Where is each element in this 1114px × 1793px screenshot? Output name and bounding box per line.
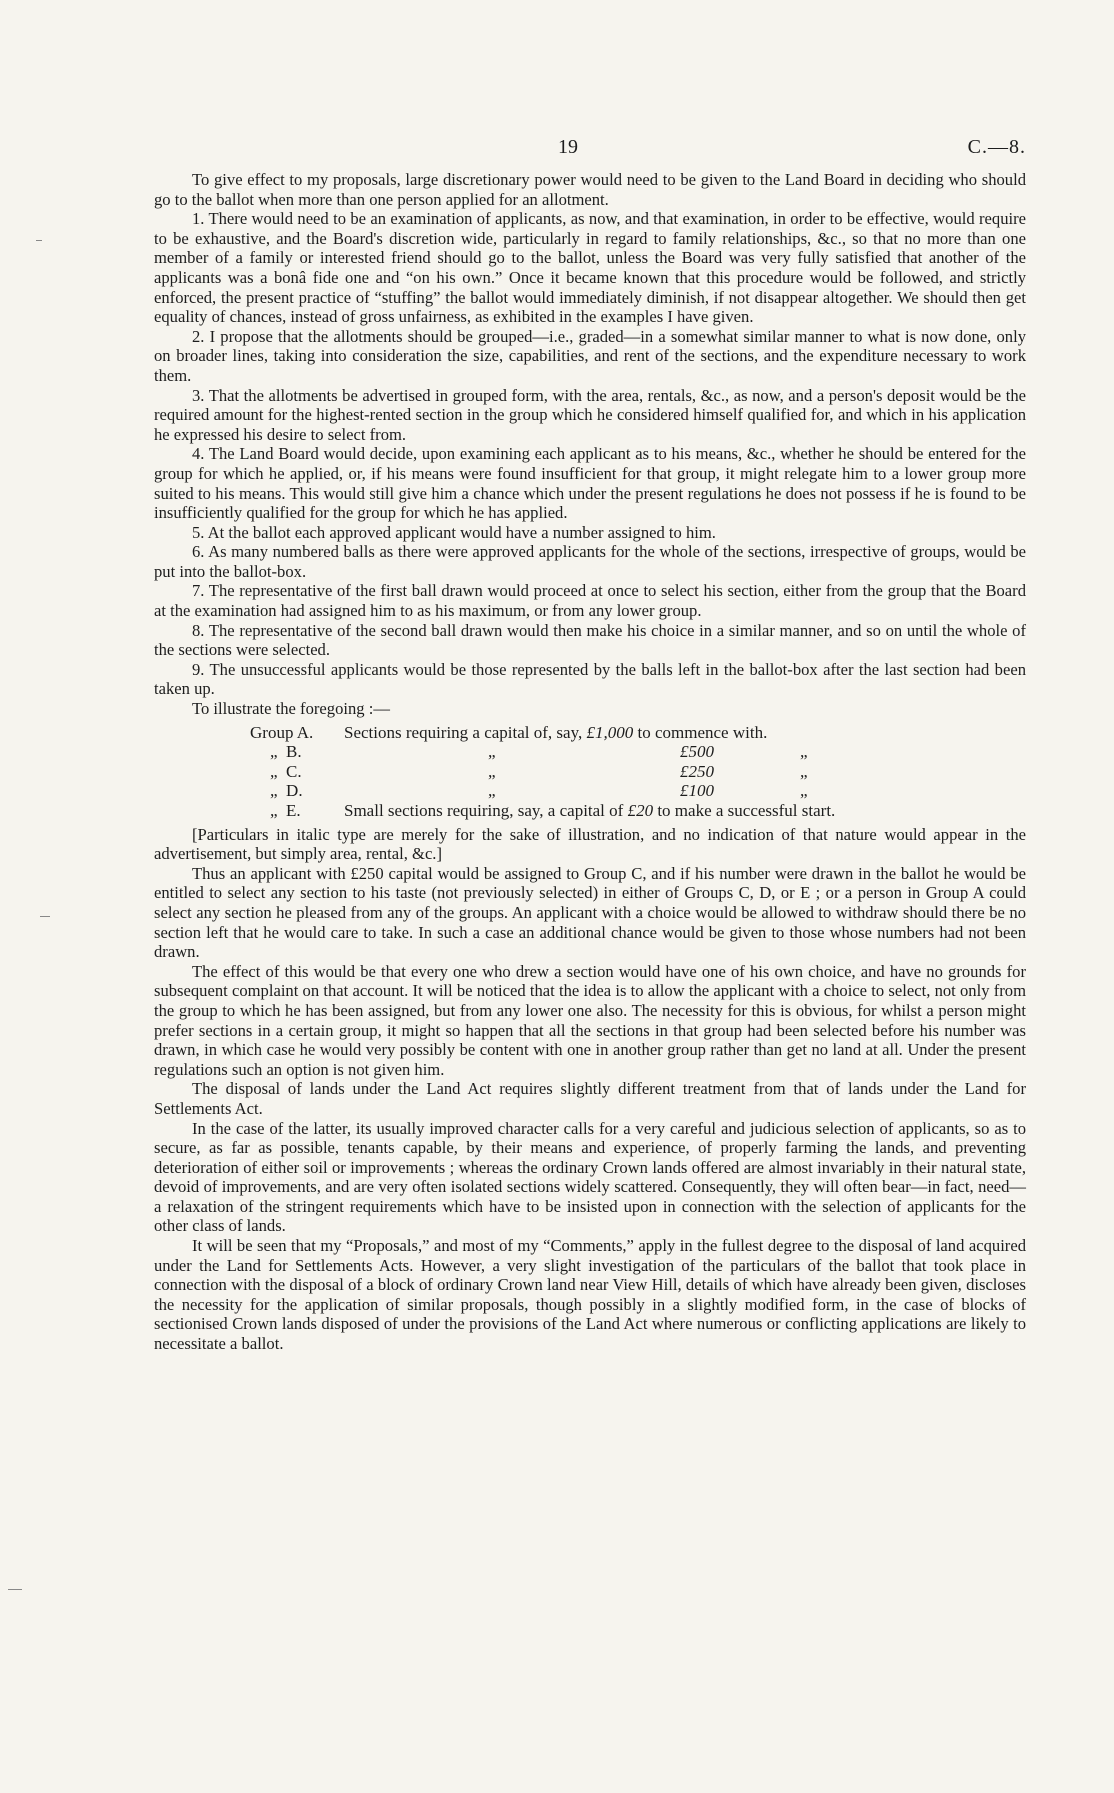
group-table [250,723,1026,821]
body-paragraph: In the case of the latter, its usually improved character calls for a very careful and judicious selection of applicants, so as to secure, as far as possible, tenants capable, by their means and experience, of properly farming the lands, and preventing deterioration of either soil or improvements ; whereas the ordinary Crown lands offered are almost invariably in their natural state, devoid of improvements, and are very often isolated sections widely scattered. Consequently, they will often bear—in fact, need—a relaxation of the stringent requirements which have to be insisted upon in connection with the selection of applicants for the other class of lands. [154,1118,1026,1236]
document-page [154,130,1026,1354]
page-header [154,130,1026,170]
numbered-item: 3. That the allotments be advertised in grouped form, with the area, rentals, &c., as now, and a person's deposit would be the required amount for the highest-rented section in the group which he considered himself qualified for, and which in his application he expressed his desire to select from. [154,385,1026,444]
ditto-mark: „ [488,742,496,762]
document-reference: C.—8. [967,136,1026,158]
group-label: Group A. [250,722,314,742]
ditto-mark: „ [270,801,278,820]
group-amount: £1,000 [586,722,634,742]
group-label: E. [286,801,301,820]
group-tail: to commence with. [637,722,768,742]
group-text: Small sections requiring, say, a capital of [344,801,624,820]
numbered-item: 2. I propose that the allotments should be grouped—i.e., graded—in a somewhat similar manner to what is now done, only on broader lines, taking into consideration the size, capabilities, and rent of the sections, and the expenditure necessary to work them. [154,326,1026,385]
numbered-item: 6. As many numbered balls as there were approved applicants for the whole of the sections, irrespective of groups, would be put into the ballot-box. [154,542,1026,581]
group-amount: £100 [680,781,714,801]
group-label: C. [286,761,302,781]
ditto-mark: „ [488,781,496,801]
group-label: D. [286,781,303,801]
numbered-item: 1. There would need to be an examination of applicants, as now, and that examination, in order to be effective, would require to be exhaustive, and the Board's discretion wide, particularly in regard to family relationships, &c., so that no more than one member of a family or interested friend should go to the ballot, unless the Board was very fully satisfied that another of the applicants was a bonâ fide one and “on his own.” Once it became known that this procedure would be followed, and strictly enforced, the present practice of “stuffing” the ballot would immediately diminish, if not disappear altogether. We should then get equality of chances, instead of gross unfairness, as exhibited in the examples I have given. [154,209,1026,327]
page-number: 19 [558,136,578,158]
illustrate-line: To illustrate the foregoing :— [192,699,390,719]
body-paragraph: Thus an applicant with £250 capital would be assigned to Group C, and if his number were drawn in the ballot he would be entitled to select any section to his taste (not previously selected) in either of Groups C, D, or E ; or a person in Group A could select any section he pleased from any of the groups. An applicant with a choice would be allowed to withdraw should there be no section left that he would care to take. In such a case an additional chance would be given to those whose numbers had not been drawn. [154,863,1026,962]
ditto-mark: „ [800,742,808,762]
group-amount: £20 [627,801,654,820]
body-paragraph: It will be seen that my “Proposals,” and most of my “Comments,” apply in the fullest degree to the disposal of land acquired under the Land for Settlements Acts. However, a very slight investigation of the particulars of the ballot that took place in connection with the disposal of a block of ordinary Crown land near View Hill, details of which have already been given, discloses the necessity for the application of similar proposals, though possibly in a slightly modified form, in the case of blocks of sectionised Crown lands disposed of under the provisions of the Land Act where numerous or conflicting applications are likely to necessitate a ballot. [154,1236,1026,1354]
body-paragraph: The disposal of lands under the Land Act requires slightly different treatment from that of lands under the Land for Settlements Act. [154,1079,1026,1118]
group-tail: to make a successful start. [657,801,836,820]
numbered-item: 9. The unsuccessful applicants would be those represented by the balls left in the ballot-box after the last section had been taken up. [154,659,1026,699]
numbered-item: 7. The representative of the first ball drawn would proceed at once to select his section, either from the group that the Board at the examination had assigned him to as his maximum, or from any lower group. [154,581,1026,621]
group-row-a [250,723,1026,743]
margin-mark [40,916,50,917]
ditto-mark: „ [488,761,496,781]
note-paragraph: [Particulars in italic type are merely for the sake of illustration, and no indication of that nature would appear in the advertisement, but simply area, rental, &c.] [154,824,1026,864]
ditto-mark: „ [270,781,278,801]
margin-mark [8,1589,22,1590]
numbered-item: 8. The representative of the second ball drawn would then make his choice in a similar manner, and so on until the whole of the sections were selected. [154,620,1026,660]
numbered-item: 5. At the ballot each approved applicant would have a number assigned to him. [192,522,716,542]
group-amount: £500 [680,742,714,762]
group-text: Sections requiring a capital of, say, [344,722,583,742]
ditto-mark: „ [800,761,808,781]
intro-paragraph: To give effect to my proposals, large discretionary power would need to be given to the Land Board in deciding who should go to the ballot when more than one person applied for an allotment. [154,170,1026,209]
margin-mark [36,240,42,241]
ditto-mark: „ [270,761,278,781]
body-paragraph: The effect of this would be that every one who drew a section would have one of his own choice, and have no grounds for subsequent complaint on that account. It will be noticed that the idea is to allow the applicant with a choice to select, not only from the group to which he has been assigned, but from any lower one also. The necessity for this is obvious, for whilst a person might prefer sections in a certain group, it might so happen that all the sections in that group had been selected before his number was drawn, in which case he would very possibly be content with one in another group rather than get no land at all. Under the present regulations such an option is not given him. [154,961,1026,1079]
group-row-e [250,801,1026,821]
group-amount: £250 [680,761,714,781]
numbered-item: 4. The Land Board would decide, upon examining each applicant as to his means, &c., whether he should be entered for the group for which he applied, or, if his means were found insufficient for that group, it might relegate him to a lower group more suited to his means. This would still give him a chance which under the present regulations he does not possess if he is found to be insufficiently qualified for the group for which he has applied. [154,444,1026,523]
ditto-mark: „ [270,742,278,762]
group-row-b [250,742,1026,762]
ditto-mark: „ [800,781,808,801]
group-row-d [250,781,1026,801]
group-label: B. [286,742,302,762]
group-row-c [250,762,1026,782]
